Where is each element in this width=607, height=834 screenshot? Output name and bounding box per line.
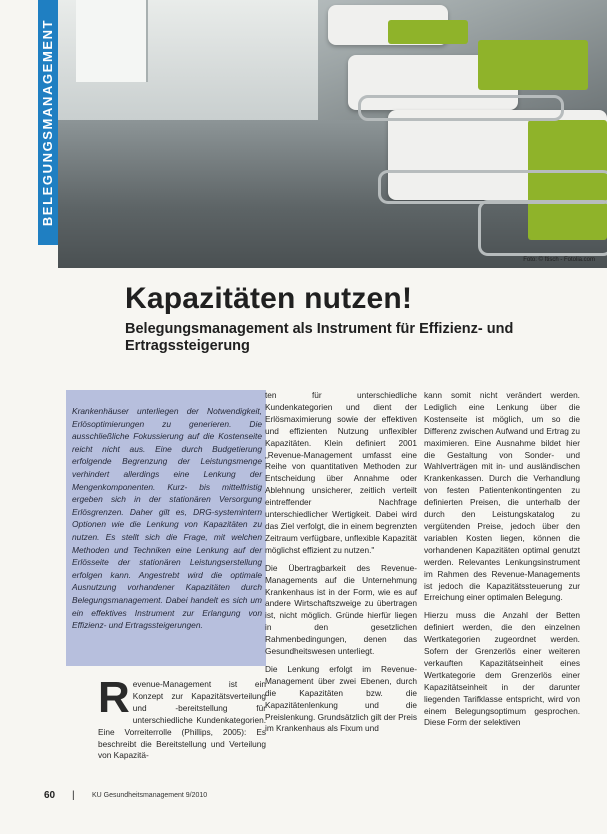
section-label: BELEGUNGSMANAGEMENT	[40, 18, 56, 227]
magazine-name: KU Gesundheitsmanagement 9/2010	[92, 792, 208, 799]
column-1-text: evenue-Management ist ein Konzept zur Kapazitätsverteilung und -bereitstellung für unterschiedliche Kundenkategorien. Eine Vorreiterrolle (Phillips, 2005): Es beschreibt die Bereitstellung und Verteilung von Kapazitä-	[98, 679, 266, 761]
corridor-window	[76, 0, 148, 82]
paragraph: Die Lenkung erfolgt im Revenue-Management über zwei Ebenen, durch die Kapazitäten bzw. die Kapazitätenlenkung und die Preislenkung. Grundsätzlich gilt der Preis im Krankenhaus als Fixum und	[265, 663, 417, 734]
column-3	[424, 390, 580, 735]
paragraph: kann somit nicht verändert werden. Lediglich eine Lenkung über die Kostenseite ist möglich, um so die Differenz zwischen Aufwand und Ertrag zu maximieren. Eine Ausnahme bildet hier die Gestaltung von Sonder- und Wahlverträgen mit in- und ausländischen Krankenkassen. Durch die Verhandlung von festen Patientenkontingenten zu definierten Preisen, die unterhalb der durch den Leistungskatalog zu vergütenden Preise, jedoch über den variablen Kosten liegen, können die vorhandenen Kapazitäten optimal genutzt werden. Relevantes Lenkungsinstrument im Rahmen des Revenue-Managements ist jedoch die Kapazitätssteuerung zur Erreichung einer optimalen Belegung.	[424, 390, 580, 603]
bed-headboard	[388, 20, 468, 44]
bed-rail	[478, 200, 607, 256]
hospital-beds-photo	[58, 0, 607, 268]
paragraph: Hierzu muss die Anzahl der Betten definiert werden, die den einzelnen Wertkategorien zugeordnet werden. Sofern der Grenzerlös einer weiteren verkauften Kapazitätseinheit eines Wertkategorie dem Grenzerlös einer Kapazitätseinheit in der darunter liegenden Tarifklasse entspricht, wird von einem Belegungsoptimum gesprochen. Diese Form der selektiven	[424, 610, 580, 728]
article-subtitle: Belegungsmanagement als Instrument für Effizienz- und Ertragssteigerung	[125, 321, 514, 354]
bed-rail	[358, 95, 564, 121]
section-label-wrap	[38, 0, 58, 245]
column-2	[265, 390, 417, 741]
paragraph: ten für unterschiedliche Kundenkategorien und dient der Erlösmaximierung sowie der effektiven und effizienten Nutzung unflexibler Kapazitäten. Klein definiert 2001 „Revenue-Management umfasst eine Reihe von quantitativen Methoden zur Entscheidung über Annahme oder Ablehnung unsicherer, zeitlich verteilt eintreffender Nachfrage unterschiedlicher Wertigkeit. Dabei wird das Ziel verfolgt, die in einem begrenzten Zeitraum verfügbare, unflexible Kapazität möglichst effizient zu nutzen."	[265, 390, 417, 555]
article-title: Kapazitäten nutzen!	[125, 282, 413, 315]
photo-credit: Foto: © ftisch - Fotolia.com	[523, 257, 595, 263]
footer-separator: |	[72, 790, 75, 801]
bed-headboard	[478, 40, 588, 90]
column-1	[98, 673, 266, 762]
bed-rail	[378, 170, 607, 204]
intro-text: Krankenhäuser unterliegen der Notwendigkeit, Erlösoptimierungen zu generieren. Die ausschließliche Fokussierung auf die Kostenseite reicht nicht aus. Eine durch Budgetierung erfolgende Begrenzung der Leistungsmenge verhindert allerdings eine Lenkung der Mengenkomponenten. Kurz- bis mittelfristig ergeben sich in der stationären Versorgung Erlösgrenzen. Daher gilt es, DRG-systemintern Optionen wie die Lenkung von Kapazitäten zu nutzen. Es stellt sich die Frage, mit welchen Methoden und Techniken eine Lenkung auf der Erlösseite der stationären Leistungserstellung erfolgen kann. Angestrebt wird die optimale Ausnutzung vorhandener Kapazitäten durch Belegungsmanagement. Dabei handelt es sich um ein effektives Instrument zur Erlangung von Effizienz- und Ertragssteigerungen.	[72, 406, 262, 631]
paragraph: Die Übertragbarkeit des Revenue-Managements auf die Unternehmung Krankenhaus ist in der Form, wie es auf andere Wirtschaftszweige zu übertragen ist, nicht möglich. Gründe hierfür liegen in den gesetzlichen Rahmenbedingungen, denen das Gesundheitswesen unterliegt.	[265, 562, 417, 657]
drop-cap: R	[98, 673, 130, 722]
page-number: 60	[44, 790, 56, 801]
